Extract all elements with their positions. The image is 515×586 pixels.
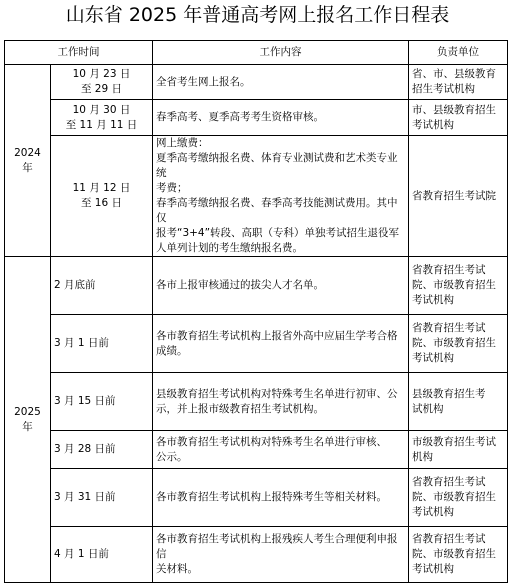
table-row bbox=[5, 373, 508, 431]
time-cell bbox=[51, 431, 153, 469]
time-cell bbox=[51, 469, 153, 527]
responsible-cell bbox=[409, 469, 508, 527]
table-row bbox=[5, 315, 508, 373]
header-row bbox=[5, 41, 508, 65]
content-line: 春季高考、夏季高考考生资格审核。 bbox=[156, 111, 324, 123]
content-line: 夏季高考缴纳报名费、体育专业测试费和艺术类专业统 bbox=[156, 152, 398, 179]
responsible-line: 省教育招生考试 bbox=[412, 533, 486, 545]
content-line: 成绩。 bbox=[156, 344, 188, 357]
content-cell bbox=[153, 527, 409, 583]
content-cell bbox=[153, 65, 409, 100]
table-row bbox=[5, 100, 508, 136]
header-content: 工作内容 bbox=[153, 41, 409, 65]
content-line: 考费； bbox=[156, 182, 188, 194]
content-line: 人单列计划的考生缴纳报名费。 bbox=[156, 242, 303, 254]
responsible-cell bbox=[409, 100, 508, 136]
page-title: 山东省 2025 年普通高考网上报名工作日程表 bbox=[65, 4, 450, 26]
header-time: 工作时间 bbox=[5, 41, 153, 65]
content-line: 各市上报审核通过的拔尖人才名单。 bbox=[156, 279, 324, 291]
content-line: 关材料。 bbox=[156, 563, 198, 575]
time-line: 4 月 1 日前 bbox=[54, 548, 109, 560]
responsible-line: 省、市、县级教育 bbox=[412, 68, 496, 80]
time-cell bbox=[51, 527, 153, 583]
content-line: 各市教育招生考试机构上报残疾人考生合理便利申报信 bbox=[156, 533, 398, 560]
responsible-cell bbox=[409, 315, 508, 373]
responsible-cell bbox=[409, 65, 508, 100]
year-2025-cell: 2025 年 bbox=[5, 257, 51, 583]
responsible-line: 机构 bbox=[412, 450, 433, 463]
responsible-line: 考试机构 bbox=[412, 506, 454, 518]
responsible-line: 考试机构 bbox=[412, 294, 454, 306]
responsible-line: 招生考试机构 bbox=[412, 83, 475, 95]
content-line: 各市教育招生考试机构对特殊考生名单进行审核、 bbox=[156, 435, 387, 448]
content-cell bbox=[153, 315, 409, 373]
time-cell bbox=[51, 136, 153, 257]
content-cell bbox=[153, 469, 409, 527]
responsible-cell bbox=[409, 136, 508, 257]
table-row bbox=[5, 136, 508, 257]
year-2024-cell: 2024 年 bbox=[5, 65, 51, 257]
time-line: 至 16 日 bbox=[80, 197, 123, 209]
content-line: 网上缴费： bbox=[156, 137, 209, 149]
content-line: 各市教育招生考试机构上报省外高中应届生学考合格 bbox=[156, 329, 398, 342]
schedule-table bbox=[4, 40, 508, 583]
time-line: 3 月 31 日前 bbox=[54, 491, 116, 503]
responsible-line: 院、市级教育招生 bbox=[412, 337, 496, 349]
content-line: 报考“3+4”转段、高职（专科）单独考试招生退役军 bbox=[156, 227, 400, 239]
responsible-line: 市级教育招生考试 bbox=[412, 435, 496, 448]
time-cell bbox=[51, 373, 153, 431]
responsible-line: 市、县级教育招生 bbox=[412, 103, 496, 116]
responsible-line: 省教育招生考试 bbox=[412, 264, 486, 276]
responsible-cell bbox=[409, 373, 508, 431]
responsible-cell bbox=[409, 431, 508, 469]
content-line: 春季高考缴纳报名费、春季高考技能测试费用。其中仅 bbox=[156, 197, 398, 224]
time-line: 11 月 12 日 bbox=[72, 182, 131, 194]
table-row bbox=[5, 431, 508, 469]
responsible-line: 院、市级教育招生 bbox=[412, 279, 496, 291]
responsible-line: 县级教育招生考 bbox=[412, 387, 486, 400]
time-line: 10 月 23 日 bbox=[72, 68, 131, 80]
content-cell bbox=[153, 373, 409, 431]
responsible-cell bbox=[409, 527, 508, 583]
content-cell bbox=[153, 431, 409, 469]
time-line: 3 月 1 日前 bbox=[54, 337, 109, 349]
responsible-line: 院、市级教育招生 bbox=[412, 491, 496, 503]
content-cell bbox=[153, 136, 409, 257]
header-responsible: 负责单位 bbox=[409, 41, 508, 65]
content-cell bbox=[153, 100, 409, 136]
time-line: 2 月底前 bbox=[54, 279, 96, 291]
responsible-line: 考试机构 bbox=[412, 118, 454, 131]
time-cell bbox=[51, 315, 153, 373]
responsible-cell bbox=[409, 257, 508, 315]
responsible-line: 考试机构 bbox=[412, 352, 454, 364]
responsible-line: 试机构 bbox=[412, 402, 444, 415]
responsible-line: 省教育招生考试院 bbox=[412, 189, 496, 202]
responsible-line: 省教育招生考试 bbox=[412, 322, 486, 334]
time-cell bbox=[51, 100, 153, 136]
table-row bbox=[5, 257, 508, 315]
content-line: 示，并上报市级教育招生考试机构。 bbox=[156, 402, 324, 415]
table-row bbox=[5, 65, 508, 100]
content-line: 各市教育招生考试机构上报特殊考生等相关材料。 bbox=[156, 491, 387, 503]
time-line: 至 29 日 bbox=[80, 83, 123, 95]
time-line: 3 月 15 日前 bbox=[54, 395, 116, 407]
content-line: 全省考生网上报名。 bbox=[156, 75, 251, 88]
table-row bbox=[5, 469, 508, 527]
table-row bbox=[5, 527, 508, 583]
responsible-line: 考试机构 bbox=[412, 563, 454, 575]
time-line: 3 月 28 日前 bbox=[54, 443, 116, 455]
content-line: 公示。 bbox=[156, 450, 188, 463]
time-cell bbox=[51, 257, 153, 315]
time-cell bbox=[51, 65, 153, 100]
responsible-line: 省教育招生考试 bbox=[412, 476, 486, 488]
content-cell bbox=[153, 257, 409, 315]
time-line: 10 月 30 日 bbox=[72, 103, 131, 116]
content-line: 县级教育招生考试机构对特殊考生名单进行初审、公 bbox=[156, 387, 398, 400]
time-line: 至 11 月 11 日 bbox=[65, 118, 138, 131]
responsible-line: 院、市级教育招生 bbox=[412, 548, 496, 560]
